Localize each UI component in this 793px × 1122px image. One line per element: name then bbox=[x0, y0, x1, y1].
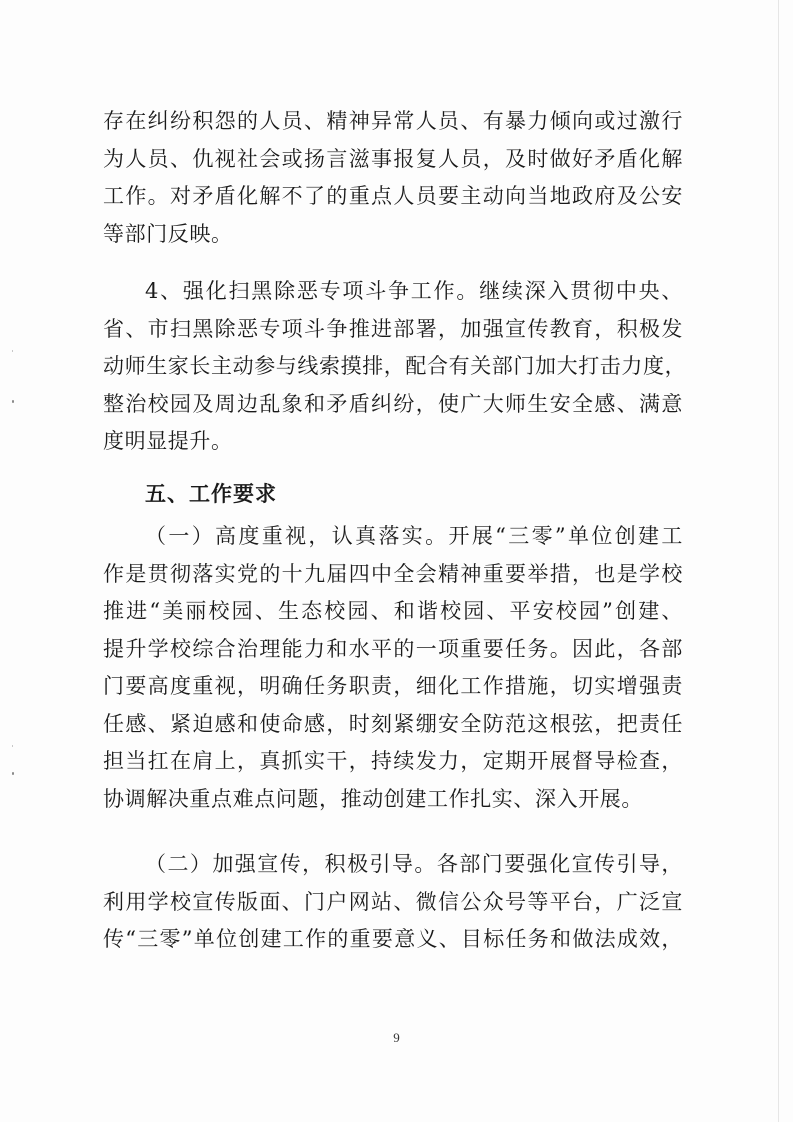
paragraph-requirement-1 bbox=[103, 518, 683, 818]
text-line: 4、强化扫黑除恶专项斗争工作。继续深入贯彻中央、 bbox=[145, 279, 683, 303]
section-heading: 五、工作要求 bbox=[145, 482, 277, 506]
text-line: 度明显提升。 bbox=[103, 429, 233, 453]
text-line: 担当扛在肩上，真抓实干，持续发力，定期开展督导检查， bbox=[103, 749, 683, 773]
page-number: 9 bbox=[393, 1030, 400, 1045]
text-line: 为人员、仇视社会或扬言滋事报复人员，及时做好矛盾化解 bbox=[103, 146, 683, 171]
text-line: （二）加强宣传，积极引导。各部门要强化宣传引导， bbox=[145, 852, 683, 876]
text-line: 利用学校宣传版面、门户网站、微信公众号等平台，广泛宣 bbox=[103, 889, 683, 914]
text-line: 门要高度重视，明确任务职责，细化工作措施，切实增强责 bbox=[103, 674, 683, 698]
text-line: 存在纠纷积怨的人员、精神异常人员、有暴力倾向或过激行 bbox=[103, 109, 683, 133]
scan-speck bbox=[12, 772, 14, 775]
text-line: 传“三零”单位创建工作的重要意义、目标任务和做法成效， bbox=[103, 927, 683, 951]
paragraph-item-4 bbox=[103, 273, 687, 461]
text-line: 推进“美丽校园、生态校园、和谐校园、平安校园”创建、 bbox=[103, 599, 683, 623]
scan-speck bbox=[12, 350, 13, 352]
text-line: 任感、紧迫感和使命感，时刻紧绷安全防范这根弦，把责任 bbox=[103, 711, 683, 736]
text-line: 作是贯彻落实党的十九届四中全会精神重要举措，也是学校 bbox=[103, 561, 683, 586]
text-line: 提升学校综合治理能力和水平的一项重要任务。因此，各部 bbox=[103, 636, 683, 661]
text-line: 工作。对矛盾化解不了的重点人员要主动向当地政府及公安 bbox=[103, 184, 683, 208]
paragraph-requirement-2 bbox=[103, 846, 683, 959]
text-line: （一）高度重视，认真落实。开展“三零”单位创建工 bbox=[145, 524, 683, 548]
text-line: 动师生家长主动参与线索摸排，配合有关部门加大打击力度， bbox=[103, 354, 687, 378]
paragraph-continuation bbox=[103, 103, 683, 253]
text-line: 协调解决重点难点问题，推动创建工作扎实、深入开展。 bbox=[103, 786, 643, 811]
scan-speck bbox=[12, 745, 13, 747]
scan-speck bbox=[12, 400, 14, 403]
scan-edge-line bbox=[778, 0, 779, 1122]
text-line: 省、市扫黑除恶专项斗争推进部署，加强宣传教育，积极发 bbox=[103, 316, 683, 341]
text-line: 等部门反映。 bbox=[103, 221, 233, 246]
text-line: 整治校园及周边乱象和矛盾纠纷，使广大师生安全感、满意 bbox=[103, 391, 683, 416]
